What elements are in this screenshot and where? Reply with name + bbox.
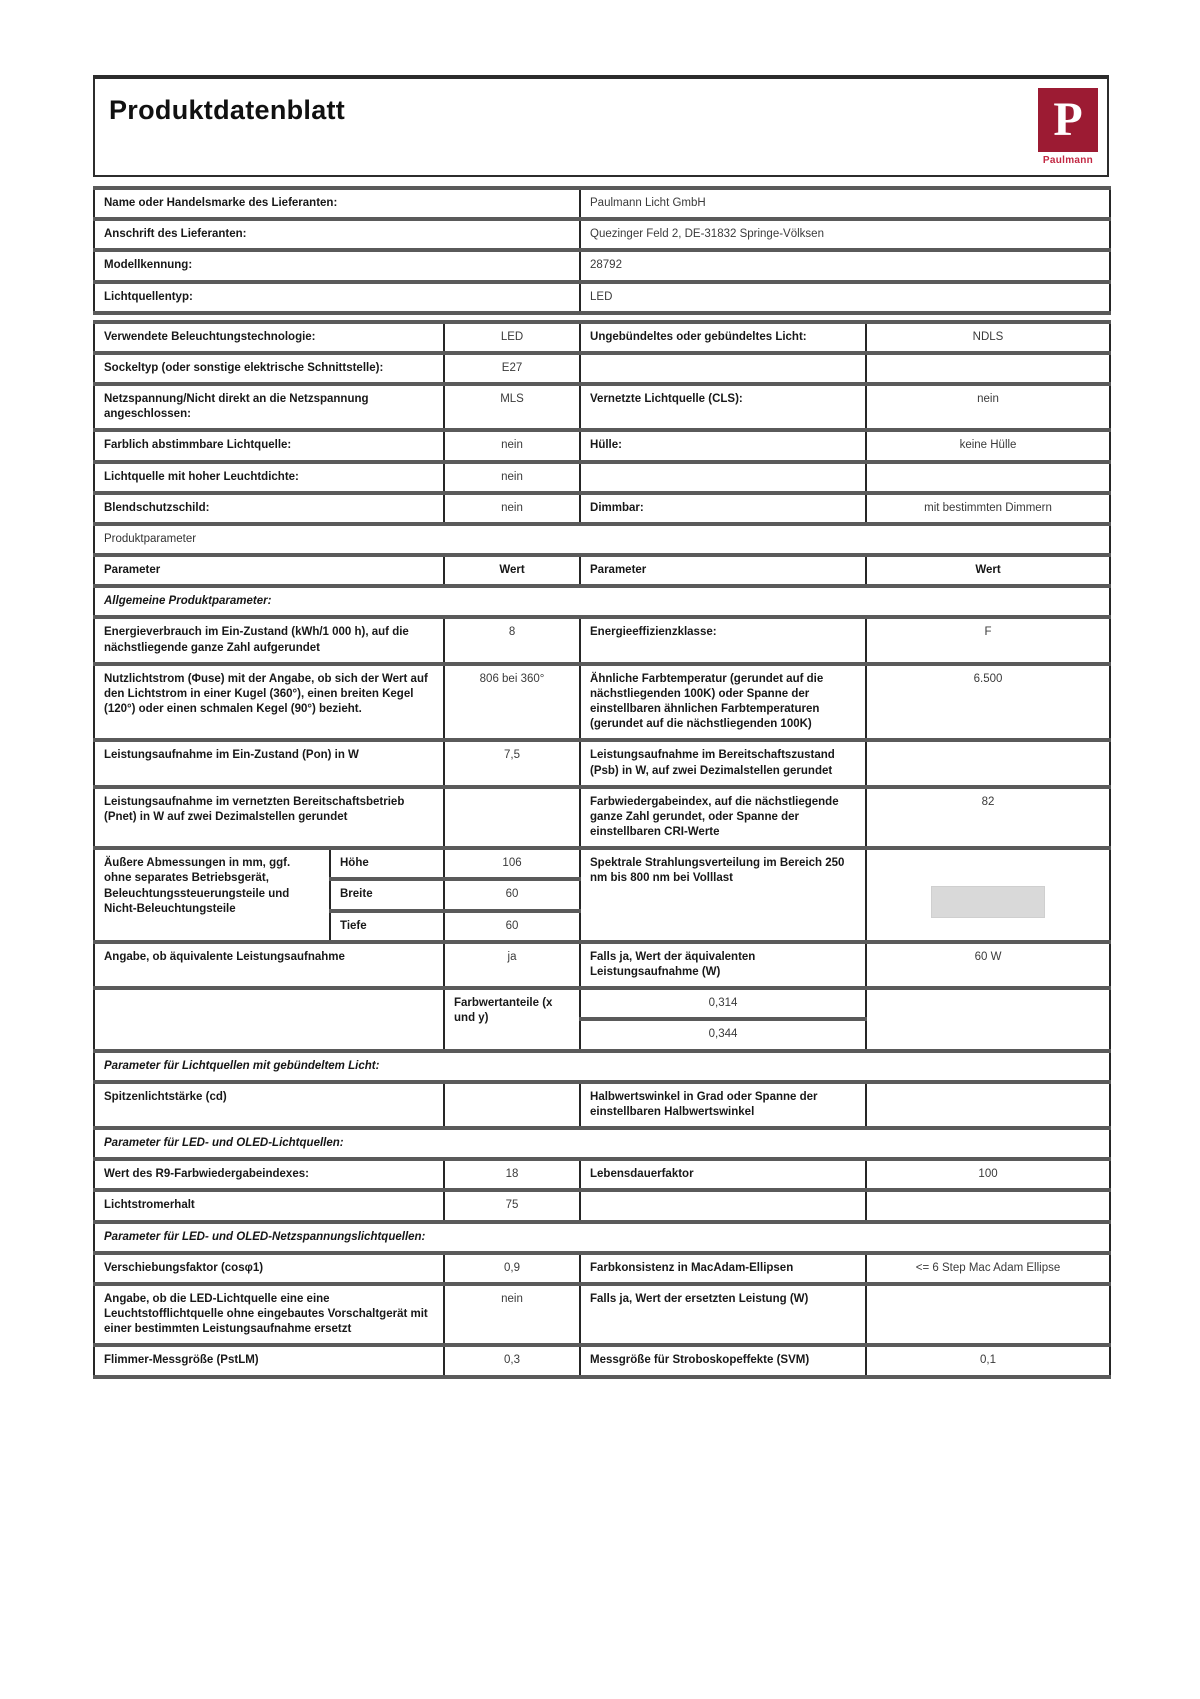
param-label: Netzspannung/Nicht direkt an die Netzspannung angeschlossen: [94,384,444,430]
table-row [94,664,1110,741]
parameters-table [93,320,1111,1379]
param-value: <= 6 Step Mac Adam Ellipse [866,1253,1110,1284]
param-label [580,353,866,384]
param-value: nein [866,384,1110,430]
width-value: 60 [444,879,580,910]
param-label: Vernetzte Lichtquelle (CLS): [580,384,866,430]
param-label: Leistungsaufnahme im Bereitschaftszustand (Psb) in W, auf zwei Dezimalstellen gerundet [580,740,866,786]
param-label: Lichtquelle mit hoher Leuchtdichte: [94,462,444,493]
lightsource-type-label: Lichtquellentyp: [94,282,580,313]
param-value [866,462,1110,493]
supplier-table [93,186,1111,315]
width-label: Breite [330,879,444,910]
table-row [94,493,1110,524]
param-label: Lebensdauerfaktor [580,1159,866,1190]
param-label: Flimmer-Messgröße (PstLM) [94,1345,444,1376]
table-row [94,942,1110,988]
col-header-wert: Wert [444,555,580,586]
col-header-parameter: Parameter [580,555,866,586]
table-row [94,617,1110,663]
param-value: E27 [444,353,580,384]
table-row [94,430,1110,461]
empty-cell [94,988,444,1050]
chromaticity-label: Farbwertanteile (x und y) [444,988,580,1050]
param-value: F [866,617,1110,663]
param-label: Hülle: [580,430,866,461]
dimensions-label: Äußere Abmessungen in mm, ggf. ohne separates Betriebsgerät, Beleuchtungssteuerungsteile und Nicht-Beleuchtungsteile [94,848,330,942]
supplier-name-value: Paulmann Licht GmbH [580,188,1110,219]
param-value: 0,9 [444,1253,580,1284]
height-value: 106 [444,848,580,879]
param-label: Farbwiedergabeindex, auf die nächstliegende ganze Zahl gerundet, oder Spanne der einstellbaren CRI-Werte [580,787,866,849]
table-row [94,322,1110,353]
param-value: 0,1 [866,1345,1110,1376]
section-row [94,1128,1110,1159]
param-label: Energieverbrauch im Ein-Zustand (kWh/1 000 h), auf die nächstliegende ganze Zahl aufgerundet [94,617,444,663]
param-label: Halbwertswinkel in Grad oder Spanne der einstellbaren Halbwertswinkel [580,1082,866,1128]
param-label: Ähnliche Farbtemperatur (gerundet auf die nächstliegenden 100K) oder Spanne der einstellbaren ähnlichen Farbtemperaturen (gerundet auf die nächstliegenden 100K) [580,664,866,741]
table-row [94,1284,1110,1346]
section-row [94,524,1110,555]
param-value: nein [444,430,580,461]
param-value [444,787,580,849]
param-label: Farblich abstimmbare Lichtquelle: [94,430,444,461]
param-label [580,462,866,493]
table-row [94,219,1110,250]
datasheet-page [93,75,1109,1379]
chromaticity-y-value: 0,344 [580,1019,866,1050]
param-value: nein [444,1284,580,1346]
table-row [94,250,1110,281]
param-value: MLS [444,384,580,430]
col-header-parameter: Parameter [94,555,444,586]
param-label: Nutzlichtstrom (Φuse) mit der Angabe, ob sich der Wert auf den Lichtstrom in einer Kugel (360°), einen breiten Kegel (120°) oder einen schmalen Kegel (90°) bezieht. [94,664,444,741]
param-label: Lichtstromerhalt [94,1190,444,1221]
param-label: Sockeltyp (oder sonstige elektrische Schnittstelle): [94,353,444,384]
param-label: Leistungsaufnahme im Ein-Zustand (Pon) in W [94,740,444,786]
param-value: 8 [444,617,580,663]
table-row [94,1345,1110,1376]
param-value: 60 W [866,942,1110,988]
param-label: Messgröße für Stroboskopeffekte (SVM) [580,1345,866,1376]
dimensions-row [94,848,1110,879]
param-value: 0,3 [444,1345,580,1376]
param-label: Energieeffizienzklasse: [580,617,866,663]
table-row [94,787,1110,849]
spectral-distribution-cell [866,848,1110,942]
table-row [94,462,1110,493]
param-value: nein [444,493,580,524]
table-row [94,188,1110,219]
spectral-distribution-label: Spektrale Strahlungsverteilung im Bereich 250 nm bis 800 nm bei Volllast [580,848,866,942]
section-produktparameter: Produktparameter [94,524,1110,555]
chromaticity-row [94,988,1110,1019]
table-row [94,1190,1110,1221]
table-row [94,384,1110,430]
lightsource-type-value: LED [580,282,1110,313]
param-value: ja [444,942,580,988]
param-value [866,740,1110,786]
model-id-label: Modellkennung: [94,250,580,281]
model-id-value: 28792 [580,250,1110,281]
logo-brand-name: Paulmann [1042,155,1094,166]
col-header-wert: Wert [866,555,1110,586]
table-row [94,282,1110,313]
param-label: Angabe, ob äquivalente Leistungsaufnahme [94,942,444,988]
spectral-distribution-image [931,886,1045,918]
supplier-address-value: Quezinger Feld 2, DE-31832 Springe-Völksen [580,219,1110,250]
page-title: Produktdatenblatt [109,95,346,125]
param-label [580,1190,866,1221]
param-value [444,1082,580,1128]
table-row [94,1082,1110,1128]
param-value: 100 [866,1159,1110,1190]
param-label: Leistungsaufnahme im vernetzten Bereitschaftsbetrieb (Pnet) in W auf zwei Dezimalstellen gerundet [94,787,444,849]
section-row [94,1051,1110,1082]
param-label: Verwendete Beleuchtungstechnologie: [94,322,444,353]
param-label: Spitzenlichtstärke (cd) [94,1082,444,1128]
param-label: Farbkonsistenz in MacAdam-Ellipsen [580,1253,866,1284]
param-value: keine Hülle [866,430,1110,461]
param-value: 75 [444,1190,580,1221]
param-value [866,1190,1110,1221]
param-value [866,1082,1110,1128]
column-header-row [94,555,1110,586]
param-label: Wert des R9-Farbwiedergabeindexes: [94,1159,444,1190]
section-row [94,586,1110,617]
param-value: LED [444,322,580,353]
param-label: Falls ja, Wert der äquivalenten Leistungsaufnahme (W) [580,942,866,988]
param-label: Dimmbar: [580,493,866,524]
table-row [94,1253,1110,1284]
param-value: nein [444,462,580,493]
header-box [93,75,1109,177]
depth-value: 60 [444,911,580,942]
param-value: 7,5 [444,740,580,786]
paulmann-logo-icon [1038,88,1098,152]
param-value [866,353,1110,384]
supplier-name-label: Name oder Handelsmarke des Lieferanten: [94,188,580,219]
param-value: mit bestimmten Dimmern [866,493,1110,524]
paulmann-logo [1036,88,1100,166]
param-label: Ungebündeltes oder gebündeltes Licht: [580,322,866,353]
depth-label: Tiefe [330,911,444,942]
empty-cell [866,988,1110,1050]
param-value: NDLS [866,322,1110,353]
logo-letter: P [1053,93,1083,146]
param-label: Falls ja, Wert der ersetzten Leistung (W) [580,1284,866,1346]
param-value: 82 [866,787,1110,849]
param-label: Verschiebungsfaktor (cosφ1) [94,1253,444,1284]
section-led-oled: Parameter für LED- und OLED-Lichtquellen: [94,1128,1110,1159]
supplier-address-label: Anschrift des Lieferanten: [94,219,580,250]
section-gebuendelt: Parameter für Lichtquellen mit gebündeltem Licht: [94,1051,1110,1082]
height-label: Höhe [330,848,444,879]
table-row [94,353,1110,384]
table-row [94,740,1110,786]
param-label: Angabe, ob die LED-Lichtquelle eine eine Leuchtstofflichtquelle ohne eingebautes Vorschaltgerät mit einer bestimmten Leistungsaufnahme ersetzt [94,1284,444,1346]
chromaticity-x-value: 0,314 [580,988,866,1019]
param-value: 806 bei 360° [444,664,580,741]
param-value: 6.500 [866,664,1110,741]
param-value: 18 [444,1159,580,1190]
section-row [94,1222,1110,1253]
table-row [94,1159,1110,1190]
section-netzspannung: Parameter für LED- und OLED-Netzspannungslichtquellen: [94,1222,1110,1253]
section-allgemeine: Allgemeine Produktparameter: [94,586,1110,617]
param-label: Blendschutzschild: [94,493,444,524]
param-value [866,1284,1110,1346]
